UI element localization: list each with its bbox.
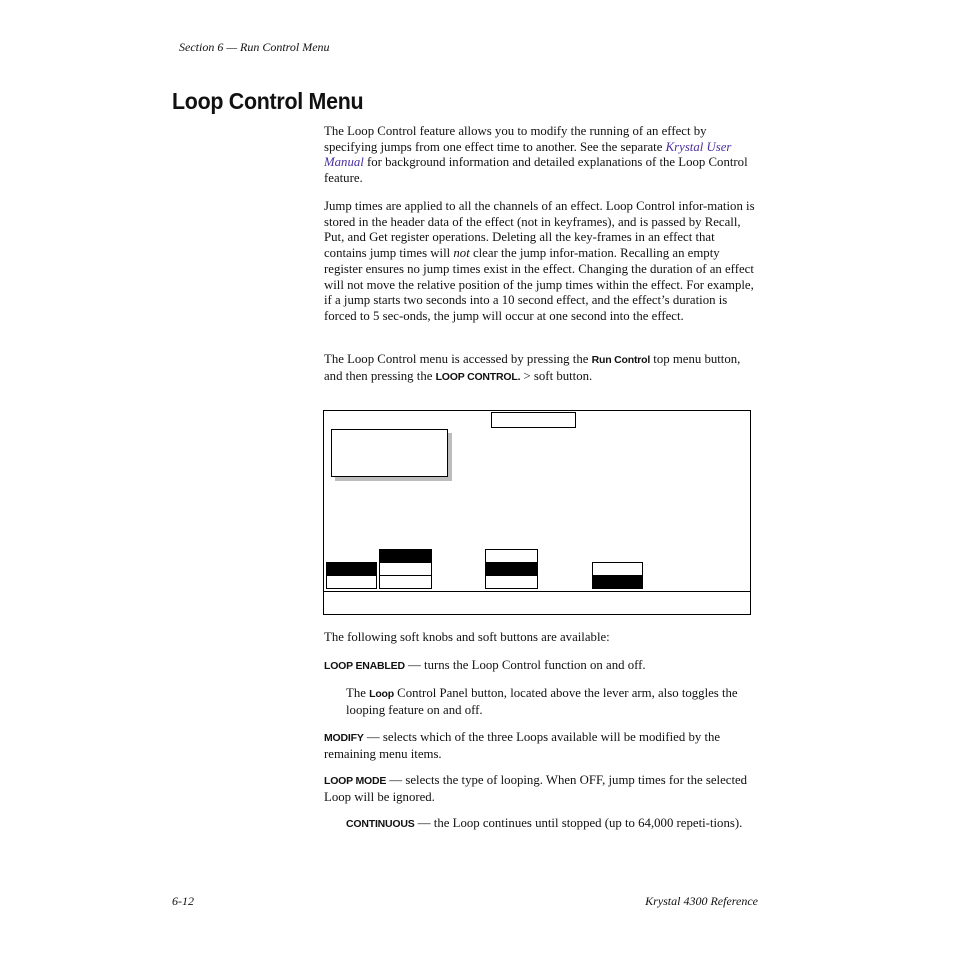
soft-button-selected[interactable] <box>592 575 643 589</box>
loop-enabled-description <box>324 658 760 675</box>
loop-keyword: Loop <box>369 688 394 700</box>
text: The following soft knobs and soft buttons are available: <box>324 630 610 644</box>
loop-mode-description <box>324 773 760 805</box>
running-head: Section 6 — Run Control Menu <box>179 40 330 54</box>
text: clear the jump infor-mation. Recalling an empty register ensures no jump times exist in the effect. Changing the duration of an effect will not move the relative position of the jump times within the effect. For example, if a jump starts two seconds into a 10 second effect, and the effect’s duration is forced to 5 sec-onds, the jump will occur at one second into the effect. <box>324 246 754 323</box>
intro-paragraph-3 <box>324 352 760 385</box>
menu-screen-figure <box>323 410 751 615</box>
modify-keyword: MODIFY <box>324 732 364 744</box>
modify-button-selected[interactable] <box>379 549 432 563</box>
page-number: 6-12 <box>172 894 194 908</box>
menu-title-box <box>491 412 576 428</box>
modify-button-option-2[interactable] <box>379 562 432 576</box>
modify-button-option-3[interactable] <box>379 575 432 589</box>
loop-button-note <box>324 686 760 718</box>
run-control-keyword: Run Control <box>591 354 651 366</box>
text: top menu button, and then pressing the <box>324 352 741 383</box>
loop-mode-keyword: LOOP MODE <box>324 775 387 787</box>
text: > soft button. <box>520 368 593 383</box>
intro-paragraph-1 <box>324 124 760 187</box>
emphasis: not <box>453 246 470 261</box>
loop-mode-button-option-3[interactable] <box>485 575 538 589</box>
info-panel <box>331 429 448 477</box>
intro-paragraph-2 <box>324 199 760 325</box>
modify-description <box>324 730 760 762</box>
book-title: Krystal 4300 Reference <box>645 894 758 908</box>
text: Control Panel button, located above the lever arm, also toggles the looping feature on and off. <box>346 686 738 717</box>
available-controls-lead <box>324 630 760 646</box>
loop-mode-button-selected[interactable] <box>485 562 538 576</box>
menu-bottom-bar <box>324 591 750 614</box>
text: — turns the Loop Control function on and off. <box>404 658 646 672</box>
loop-mode-button-option-1[interactable] <box>485 549 538 563</box>
text: — selects the type of looping. When OFF, jump times for the selected Loop will be ignored. <box>324 773 748 804</box>
loop-control-keyword: LOOP CONTROL. <box>435 370 521 383</box>
continuous-keyword: CONTINUOUS <box>346 818 415 830</box>
text: The <box>346 686 370 700</box>
text: The Loop Control feature allows you to modify the running of an effect by specifying jumps from one effect time to another. See the separate <box>324 124 707 154</box>
text: Jump times are applied to all the channels of an effect. Loop Control infor-mation is stored in the header data of the effect (not in keyframes), and is passed by Recall, Put, and Get register operations. Deleting all the key-frames in an effect that contains jump times will <box>324 199 755 261</box>
loop-enabled-button-option[interactable] <box>326 575 377 589</box>
text: for background information and detailed explanations of the Loop Control feature. <box>324 155 748 186</box>
page-title: Loop Control Menu <box>172 88 364 114</box>
text: The Loop Control menu is accessed by pressing the <box>324 352 592 366</box>
text: — the Loop continues until stopped (up to 64,000 repeti-tions). <box>414 816 743 830</box>
loop-enabled-button-selected[interactable] <box>326 562 377 576</box>
loop-enabled-keyword: LOOP ENABLED <box>324 660 405 672</box>
soft-button-option[interactable] <box>592 562 643 576</box>
text: — selects which of the three Loops available will be modified by the remaining menu items. <box>324 730 721 761</box>
continuous-description <box>324 816 760 833</box>
manual-link[interactable]: Krystal User Manual <box>324 139 732 170</box>
